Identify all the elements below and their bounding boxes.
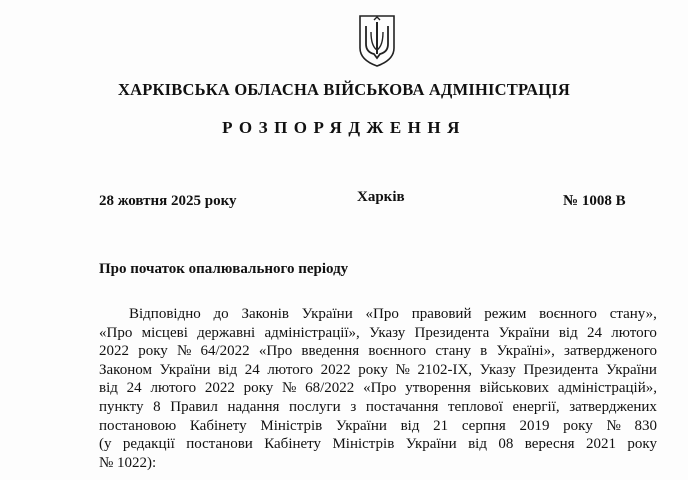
body-word: Міністрів: [332, 436, 395, 453]
body-word: 2022: [204, 380, 235, 397]
document-date: 28 жовтня 2025 року: [99, 193, 237, 209]
body-word: №: [282, 380, 297, 397]
body-word: року: [243, 380, 274, 397]
body-word: адміністрацій»,: [557, 380, 657, 397]
body-word: України: [605, 361, 657, 378]
body-word: року: [627, 436, 657, 453]
body-word: вересня: [524, 436, 575, 453]
body-word: постановою: [99, 417, 177, 434]
body-word: №: [176, 343, 192, 360]
body-word: 68/2022: [305, 380, 355, 397]
body-word: адміністрації»,: [264, 324, 360, 341]
body-line: [99, 454, 657, 473]
body-word: державні: [197, 324, 256, 341]
body-word: Законом: [99, 361, 152, 378]
body-word: лютого: [611, 324, 657, 341]
body-word: року: [563, 417, 593, 434]
body-word: Відповідно: [129, 306, 201, 322]
document-type: РОЗПОРЯДЖЕННЯ: [222, 118, 466, 137]
body-word: Указу: [369, 324, 406, 341]
body-word: від: [468, 436, 487, 453]
body-word: (у: [99, 436, 112, 453]
body-word: військових: [479, 380, 550, 397]
body-line: [99, 324, 657, 343]
body-word: Законів: [241, 306, 289, 322]
body-line: [99, 305, 657, 324]
body-word: затверджених: [569, 398, 657, 415]
body-word: «Про: [363, 380, 397, 397]
body-word: 8: [153, 398, 161, 415]
body-word: Президента: [414, 324, 490, 341]
body-word: 64/2022: [200, 343, 250, 360]
body-word: від: [400, 417, 420, 434]
body-word: Указу: [479, 361, 516, 378]
body-line: [99, 435, 657, 454]
body-word: «Про: [365, 306, 399, 322]
body-word: затвердженого: [564, 343, 657, 360]
body-word: введення: [301, 343, 360, 360]
body-word: Правил: [170, 398, 218, 415]
body-word: лютого: [267, 361, 314, 378]
body-word: редакції: [122, 436, 175, 453]
body-word: пункту: [99, 398, 144, 415]
body-word: року: [358, 361, 388, 378]
body-word: утворення: [405, 380, 471, 397]
body-word: №: [606, 417, 621, 434]
body-word: Міністрів: [260, 417, 323, 434]
body-word: 2022: [99, 343, 129, 360]
body-word: України: [405, 436, 457, 453]
body-word: надання: [227, 398, 280, 415]
body-word: України: [335, 417, 387, 434]
body-word: 830: [634, 417, 657, 434]
body-line: [99, 342, 657, 361]
body-word: правовий: [411, 306, 472, 322]
body-word: енергії,: [512, 398, 560, 415]
organization-name: ХАРКІВСЬКА ОБЛАСНА ВІЙСЬКОВА АДМІНІСТРАЦІЯ: [117, 80, 570, 99]
body-word: 24: [587, 324, 602, 341]
body-line: [99, 379, 657, 398]
body-word: стану»,: [609, 306, 657, 322]
body-word: постачання: [365, 398, 439, 415]
body-word: Кабінету: [264, 436, 322, 453]
document-body: [99, 305, 657, 472]
body-word: 2021: [585, 436, 616, 453]
document-number: № 1008 В: [563, 193, 626, 209]
document-subject: Про початок опалювального періоду: [99, 261, 349, 277]
body-word: Президента: [523, 361, 599, 378]
body-word: послуги: [288, 398, 341, 415]
body-word: 2022: [320, 361, 351, 378]
body-word: 08: [498, 436, 514, 453]
document-city: Харків: [357, 189, 405, 205]
body-word: 24: [244, 361, 260, 378]
body-word: № 1022):: [99, 454, 157, 471]
body-word: України: [498, 324, 550, 341]
body-word: «Про: [258, 343, 293, 360]
body-word: Україні»,: [496, 343, 555, 360]
body-word: постанови: [186, 436, 253, 453]
body-word: від: [558, 324, 578, 341]
body-line: [99, 417, 657, 436]
body-word: року: [138, 343, 168, 360]
body-word: стану: [435, 343, 471, 360]
body-word: 2102-IX,: [417, 361, 473, 378]
body-word: з: [350, 398, 357, 415]
body-word: до: [213, 306, 229, 322]
body-word: Кабінету: [189, 417, 247, 434]
body-word: теплової: [448, 398, 503, 415]
body-word: №: [395, 361, 410, 378]
body-word: 24: [126, 380, 142, 397]
body-line: [99, 361, 657, 380]
body-word: лютого: [150, 380, 197, 397]
body-word: України: [301, 306, 353, 322]
body-word: 2019: [519, 417, 550, 434]
body-word: режим: [484, 306, 527, 322]
body-word: 21: [433, 417, 449, 434]
body-word: України: [159, 361, 211, 378]
body-word: місцеві: [141, 324, 188, 341]
body-word: «Про: [99, 324, 133, 341]
trident-emblem-icon: [357, 14, 397, 68]
body-word: серпня: [461, 417, 506, 434]
body-word: воєнного: [539, 306, 597, 322]
body-word: воєнного: [368, 343, 427, 360]
body-word: в: [480, 343, 488, 360]
body-word: від: [218, 361, 238, 378]
body-word: від: [99, 380, 118, 397]
body-line: [99, 398, 657, 417]
